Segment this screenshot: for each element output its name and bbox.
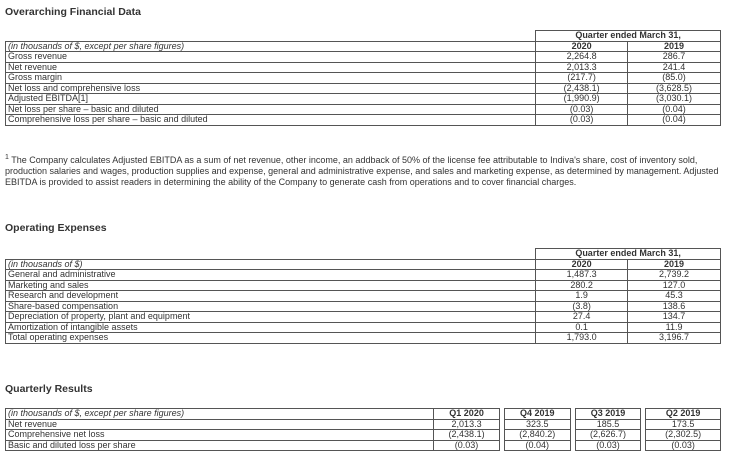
cell-2019: 3,196.7: [628, 333, 721, 344]
footnote-text: The Company calculates Adjusted EBITDA as a sum of net revenue, other income, an addback of 50% of the license fee attributable to Indiva's share, cost of inventory sold, production salaries and wages, production supplies and expense, general and administrative expense, and sales and marketing expense, as determined by management. Adjusted EBITDA is provided to assist readers in determining the ability of the Company to generate cash from operations and to cover financial charges.: [5, 155, 719, 187]
financial-period-header: Quarter ended March 31,: [536, 31, 721, 42]
row-label: Net revenue: [6, 419, 434, 430]
row-label: Net loss per share – basic and diluted: [6, 104, 536, 115]
cell-2020: (217.7): [536, 73, 628, 84]
row-label: Depreciation of property, plant and equipment: [6, 312, 536, 323]
cell-value: 2,013.3: [434, 419, 500, 430]
table-row: [6, 301, 721, 312]
table-row: [6, 115, 721, 126]
cell-value: (0.03): [646, 440, 721, 451]
quarterly-table: [5, 408, 721, 451]
financial-year-2019: 2019: [628, 41, 721, 52]
opex-table: [5, 248, 721, 344]
table-row: [6, 280, 721, 291]
cell-value: (0.03): [434, 440, 500, 451]
cell-value: (0.04): [504, 440, 570, 451]
row-label: Gross revenue: [6, 52, 536, 63]
table-row: [6, 291, 721, 302]
cell-2019: 2,739.2: [628, 270, 721, 281]
table-row: [6, 312, 721, 323]
row-label: Total operating expenses: [6, 333, 536, 344]
table-row: [6, 52, 721, 63]
cell-value: (2,626.7): [575, 430, 641, 441]
cell-2020: 1,487.3: [536, 270, 628, 281]
row-label: Gross margin: [6, 73, 536, 84]
cell-value: 323.5: [504, 419, 570, 430]
cell-2020: 2,264.8: [536, 52, 628, 63]
cell-value: 185.5: [575, 419, 641, 430]
cell-2020: (0.03): [536, 115, 628, 126]
table-row: [6, 430, 721, 441]
row-label: Comprehensive net loss: [6, 430, 434, 441]
cell-2020: 1,793.0: [536, 333, 628, 344]
quarterly-section-title: Quarterly Results: [5, 383, 93, 395]
financial-units-label: (in thousands of $, except per share figures): [6, 41, 536, 52]
row-label: Research and development: [6, 291, 536, 302]
row-label: Adjusted EBITDA[1]: [6, 94, 536, 105]
cell-2019: 241.4: [628, 62, 721, 73]
cell-2019: (85.0): [628, 73, 721, 84]
row-label: Share-based compensation: [6, 301, 536, 312]
cell-2020: 0.1: [536, 322, 628, 333]
row-label: Comprehensive loss per share – basic and diluted: [6, 115, 536, 126]
opex-period-header: Quarter ended March 31,: [536, 249, 721, 260]
cell-2019: (3,628.5): [628, 83, 721, 94]
table-row: [6, 62, 721, 73]
opex-units-label: (in thousands of $): [6, 259, 536, 270]
table-row: [6, 73, 721, 84]
row-label: Net loss and comprehensive loss: [6, 83, 536, 94]
cell-2019: (0.04): [628, 115, 721, 126]
table-row: [6, 104, 721, 115]
row-label: Basic and diluted loss per share: [6, 440, 434, 451]
cell-2020: (0.03): [536, 104, 628, 115]
cell-value: (2,302.5): [646, 430, 721, 441]
opex-year-2019: 2019: [628, 259, 721, 270]
cell-2019: 286.7: [628, 52, 721, 63]
cell-value: 173.5: [646, 419, 721, 430]
cell-2020: 2,013.3: [536, 62, 628, 73]
opex-year-2020: 2020: [536, 259, 628, 270]
table-row: [6, 322, 721, 333]
cell-2019: (3,030.1): [628, 94, 721, 105]
footnote-mark: 1: [5, 154, 9, 161]
cell-2019: (0.04): [628, 104, 721, 115]
table-row: [6, 270, 721, 281]
footnote: [5, 152, 730, 188]
cell-value: (0.03): [575, 440, 641, 451]
cell-2019: 134.7: [628, 312, 721, 323]
quarter-header: Q3 2019: [575, 409, 641, 420]
financial-table: [5, 30, 721, 126]
cell-2019: 45.3: [628, 291, 721, 302]
cell-value: (2,840.2): [504, 430, 570, 441]
quarter-header: Q1 2020: [434, 409, 500, 420]
table-row: [6, 333, 721, 344]
cell-2020: (3.8): [536, 301, 628, 312]
table-row: [6, 83, 721, 94]
table-row: [6, 94, 721, 105]
cell-2020: 1.9: [536, 291, 628, 302]
cell-2020: (1,990.9): [536, 94, 628, 105]
cell-2019: 127.0: [628, 280, 721, 291]
cell-2020: 27.4: [536, 312, 628, 323]
cell-2019: 11.9: [628, 322, 721, 333]
row-label: Marketing and sales: [6, 280, 536, 291]
cell-2020: 280.2: [536, 280, 628, 291]
financial-section-title: Overarching Financial Data: [5, 6, 141, 18]
cell-2019: 138.6: [628, 301, 721, 312]
cell-value: (2,438.1): [434, 430, 500, 441]
row-label: General and administrative: [6, 270, 536, 281]
row-label: Net revenue: [6, 62, 536, 73]
opex-section-title: Operating Expenses: [5, 222, 107, 234]
financial-year-2020: 2020: [536, 41, 628, 52]
quarterly-units-label: (in thousands of $, except per share figures): [6, 409, 434, 420]
quarter-header: Q4 2019: [504, 409, 570, 420]
quarter-header: Q2 2019: [646, 409, 721, 420]
table-row: [6, 419, 721, 430]
cell-2020: (2,438.1): [536, 83, 628, 94]
row-label: Amortization of intangible assets: [6, 322, 536, 333]
table-row: [6, 440, 721, 451]
